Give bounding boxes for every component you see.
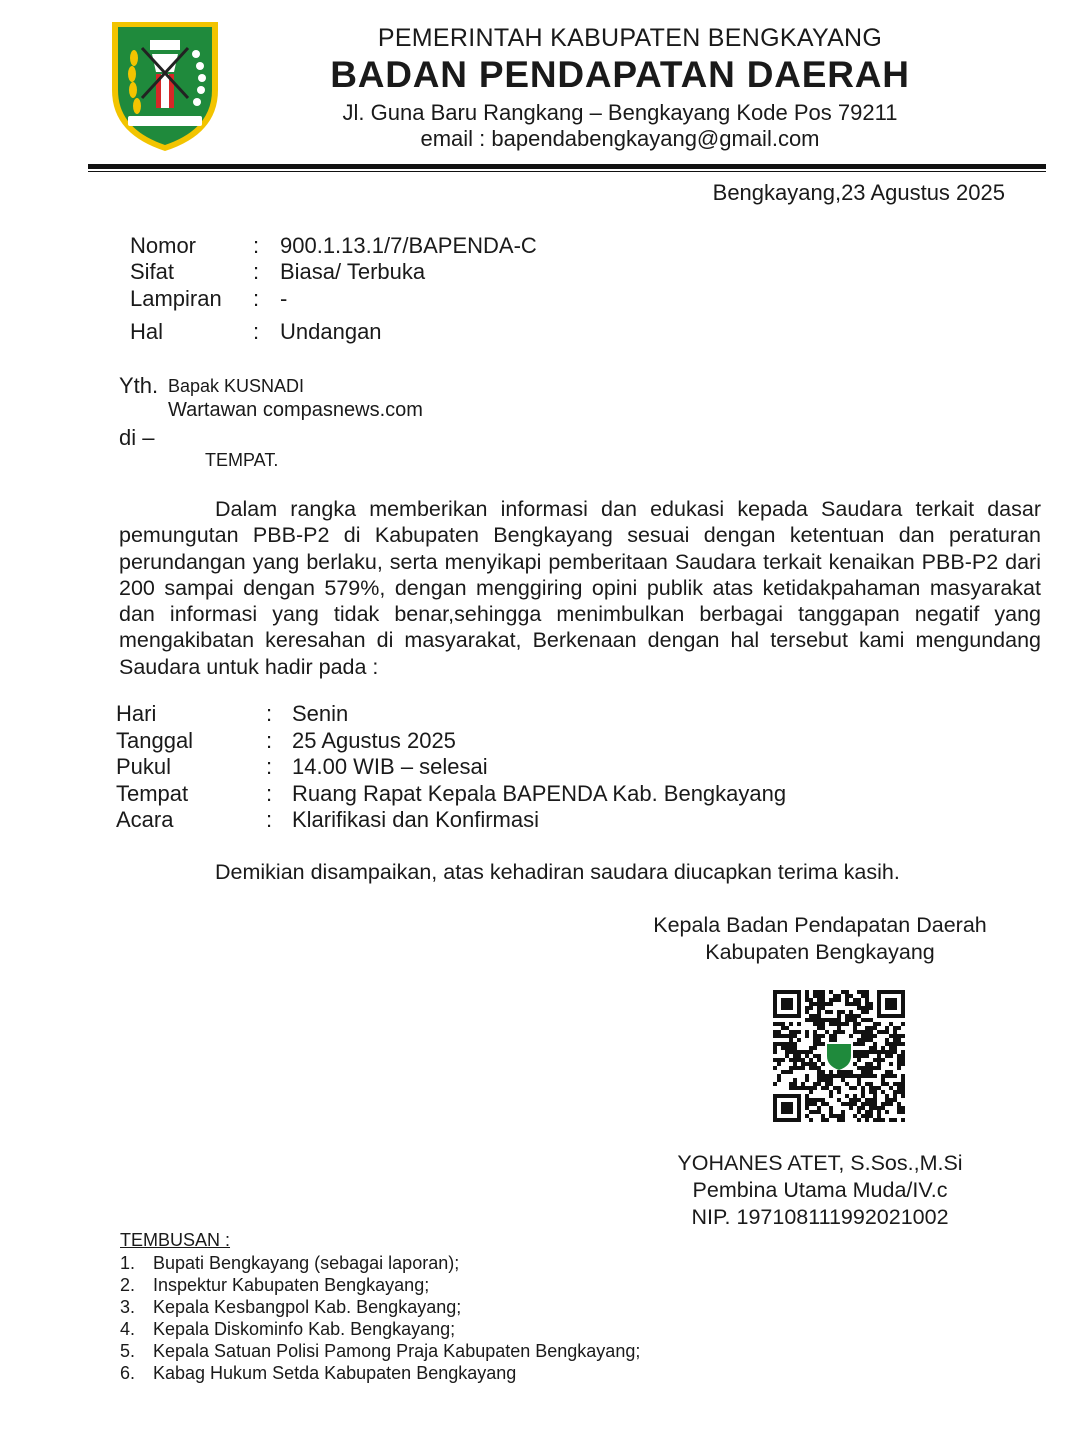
meta-label: Lampiran — [130, 286, 222, 311]
signatory-title-1: Kepala Badan Pendapatan Daerah — [653, 913, 987, 937]
detail-label: Hari — [116, 701, 157, 726]
addressee-place: TEMPAT. — [205, 450, 279, 470]
closing-sentence: Demikian disampaikan, atas kehadiran saudara diucapkan terima kasih. — [215, 860, 900, 884]
list-item-number: 6. — [120, 1363, 136, 1383]
meta-label: Sifat — [130, 259, 175, 284]
meta-value: Undangan — [280, 319, 382, 344]
detail-value: Ruang Rapat Kepala BAPENDA Kab. Bengkayang — [292, 781, 787, 806]
detail-label: Acara — [116, 807, 174, 832]
meta-label: Nomor — [130, 233, 197, 258]
letterhead-divider-thin — [88, 171, 1046, 172]
addressee-di: di – — [119, 425, 155, 450]
list-item-text: Kepala Diskominfo Kab. Bengkayang; — [153, 1319, 456, 1339]
detail-value: 14.00 WIB – selesai — [292, 754, 488, 779]
agency-email: email : bapendabengkayang@gmail.com — [420, 126, 820, 151]
detail-label: Pukul — [116, 754, 172, 779]
detail-separator: : — [266, 807, 273, 832]
signatory-title-2: Kabupaten Bengkayang — [705, 940, 935, 964]
list-item-number: 3. — [120, 1297, 136, 1317]
detail-separator: : — [266, 701, 273, 726]
list-item-number: 1. — [120, 1253, 136, 1273]
government-name: PEMERINTAH KABUPATEN BENGKAYANG — [377, 24, 883, 52]
meta-separator: : — [253, 233, 260, 258]
agency-name: BADAN PENDAPATAN DAERAH — [330, 54, 910, 95]
letterhead-divider — [88, 164, 1046, 169]
list-item-number: 5. — [120, 1341, 136, 1361]
list-item-text: Bupati Bengkayang (sebagai laporan); — [153, 1253, 460, 1273]
meta-value: 900.1.13.1/7/BAPENDA-C — [280, 233, 537, 258]
meta-label: Hal — [130, 319, 164, 344]
meta-separator: : — [253, 259, 260, 284]
signature-qr-code — [773, 990, 905, 1122]
addressee-position: Wartawan compasnews.com — [168, 399, 423, 421]
signatory-nip: NIP. 197108111992021002 — [691, 1205, 949, 1229]
detail-separator: : — [266, 754, 273, 779]
meta-value: Biasa/ Terbuka — [280, 259, 426, 284]
detail-label: Tanggal — [116, 728, 194, 753]
regency-emblem-logo — [108, 18, 222, 154]
detail-separator: : — [266, 728, 273, 753]
detail-value: 25 Agustus 2025 — [292, 728, 456, 753]
addressee-yth: Yth. — [119, 373, 159, 398]
letter-body — [119, 496, 1041, 680]
list-item-text: Kabag Hukum Setda Kabupaten Bengkayang — [153, 1363, 517, 1383]
list-item-text: Inspektur Kabupaten Bengkayang; — [153, 1275, 430, 1295]
meta-separator: : — [253, 319, 260, 344]
addressee-name: Bapak KUSNADI — [168, 376, 305, 396]
detail-label: Tempat — [116, 781, 189, 806]
list-item-text: Kepala Kesbangpol Kab. Bengkayang; — [153, 1297, 462, 1317]
place-date: Bengkayang,23 Agustus 2025 — [712, 180, 1005, 205]
agency-address: Jl. Guna Baru Rangkang – Bengkayang Kode Pos 79211 — [342, 100, 898, 125]
signatory-name: YOHANES ATET, S.Sos.,M.Si — [677, 1151, 963, 1175]
list-item-number: 2. — [120, 1275, 136, 1295]
detail-value: Klarifikasi dan Konfirmasi — [292, 807, 539, 832]
detail-separator: : — [266, 781, 273, 806]
meta-separator: : — [253, 286, 260, 311]
tembusan-heading: TEMBUSAN : — [120, 1230, 231, 1250]
signatory-rank: Pembina Utama Muda/IV.c — [692, 1178, 948, 1202]
list-item-number: 4. — [120, 1319, 136, 1339]
meta-value: - — [280, 286, 288, 311]
detail-value: Senin — [292, 701, 349, 726]
list-item-text: Kepala Satuan Polisi Pamong Praja Kabupaten Bengkayang; — [153, 1341, 641, 1361]
body-paragraph: Dalam rangka memberikan informasi dan edukasi kepada Saudara terkait dasar pemungutan PBB-P2 di Kabupaten Bengkayang sesuai dengan ketentuan dan peraturan perundangan yang berlaku, serta menyikapi pemberitaan Saudara terkait kenaikan PBB-P2 dari 200 sampai dengan 579%, dengan menggiring opini publik atas ketidakpahaman masyarakat dan informasi yang tidak benar,sehingga menimbulkan berbagai tanggapan negatif yang mengakibatan keresahan di masyarakat, Berkenaan dengan hal tersebut kami mengundang Saudara untuk hadir pada : — [119, 497, 1041, 679]
